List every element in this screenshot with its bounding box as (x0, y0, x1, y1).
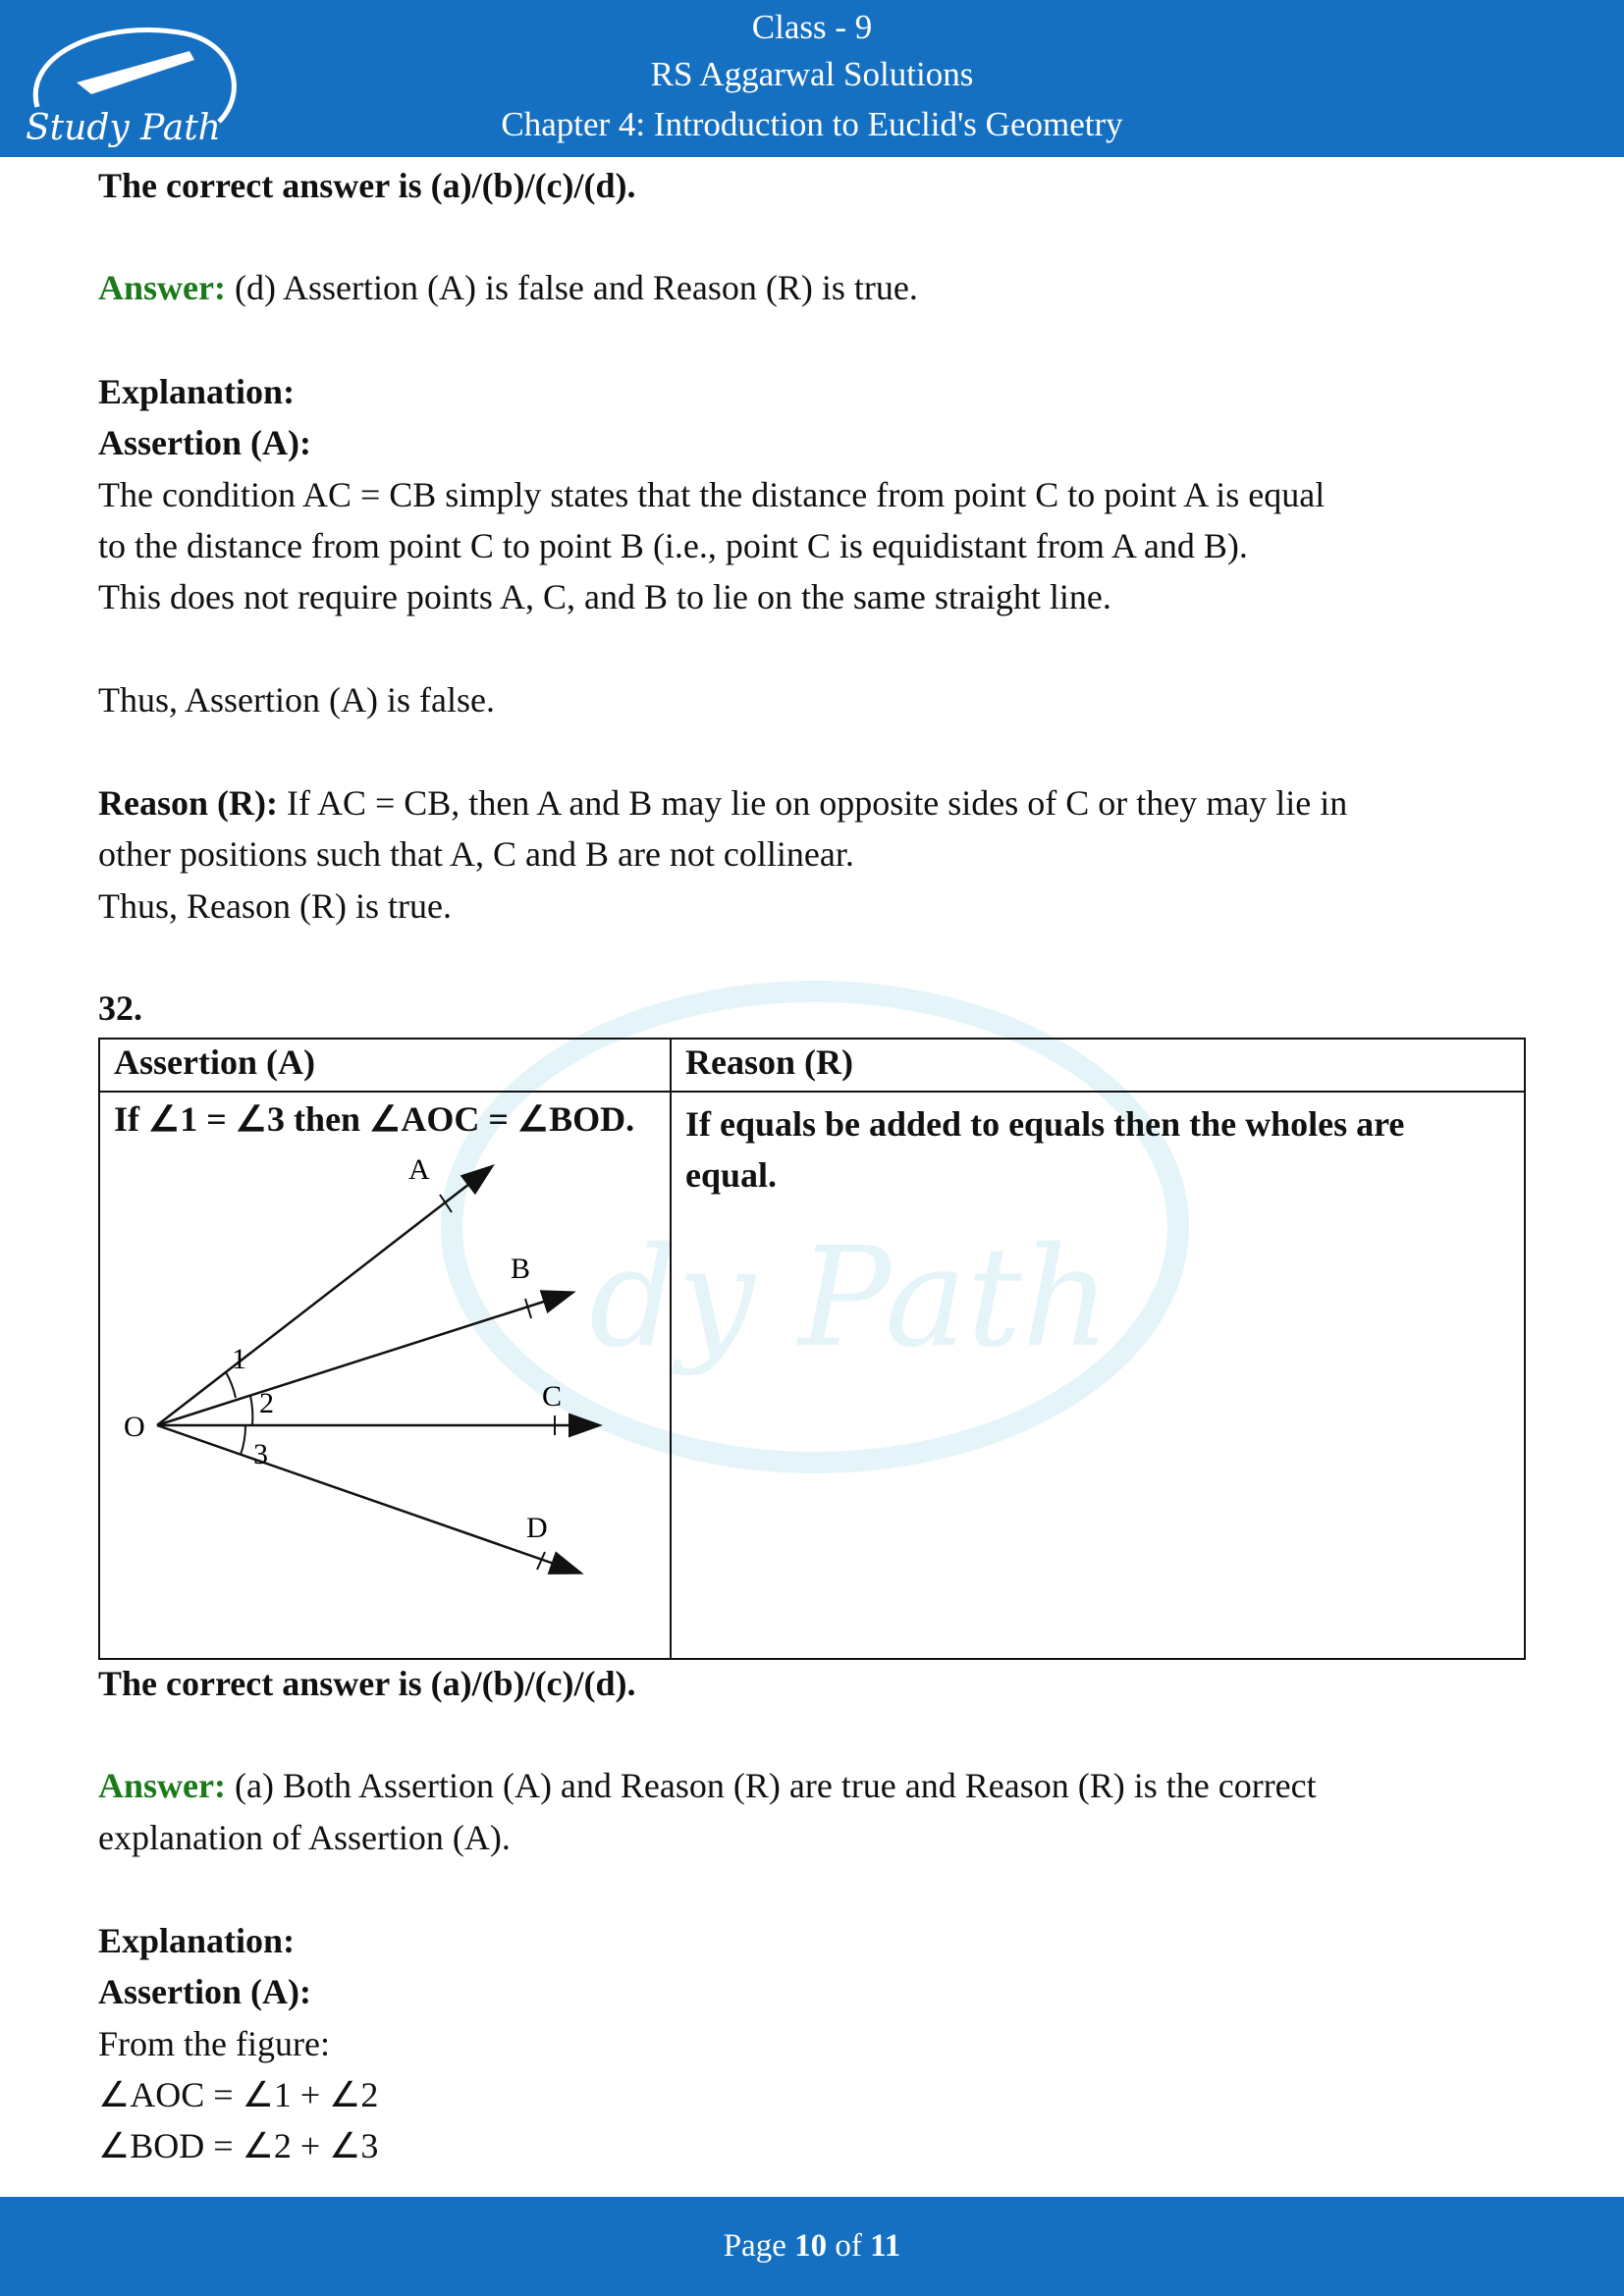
q32-answer-cont: explanation of Assertion (A). (98, 1818, 511, 1857)
label-o: O (124, 1411, 145, 1443)
explanation-heading: Explanation: (98, 1921, 296, 1960)
label-a: A (408, 1153, 430, 1186)
answer-text: (a) Both Assertion (A) and Reason (R) are true and Reason (R) is the correct (225, 1766, 1317, 1805)
tick-a (440, 1195, 452, 1212)
page-prefix: Page (723, 2228, 795, 2264)
arc-2 (250, 1396, 252, 1425)
explanation-line: From the figure: (98, 2024, 330, 2063)
assertion-statement: If ∠1 = ∠3 then ∠AOC = ∠BOD. (114, 1099, 635, 1139)
header-assertion: Assertion (A) (99, 1039, 671, 1092)
reason-conclusion: Thus, Reason (R) is true. (98, 886, 452, 926)
label-b: B (511, 1253, 531, 1285)
reason-text: If AC = CB, then A and B may lie on opposite sides of C or they may lie in (277, 783, 1348, 823)
reason-cell (671, 1092, 1525, 1659)
arc-3 (241, 1425, 245, 1455)
explanation-line: ∠AOC = ∠1 + ∠2 (98, 2075, 379, 2114)
ray-ob (157, 1293, 571, 1425)
assertion-line: to the distance from point C to point B (i.e., point C is equidistant from A and B). (98, 526, 1248, 565)
svg-text:dy Path: dy Path (589, 1218, 1111, 1378)
label-c: C (542, 1380, 563, 1413)
header-class: Class - 9 (751, 8, 873, 46)
header-chapter: Chapter 4: Introduction to Euclid's Geometry (501, 105, 1123, 143)
prev-correct-answer: The correct answer is (a)/(b)/(c)/(d). (98, 166, 636, 205)
arc-1 (226, 1372, 236, 1398)
answer-label: Answer: (98, 268, 226, 307)
page-number: 10 (794, 2228, 828, 2264)
answer-text: (d) Assertion (A) is false and Reason (R) is true. (225, 268, 918, 307)
assertion-heading: Assertion (A): (98, 423, 311, 462)
assertion-line: This does not require points A, C, and B to lie on the same straight line. (98, 577, 1111, 616)
page-total: 11 (870, 2228, 901, 2264)
assertion-reason-table (98, 1038, 1526, 1660)
ray-od (157, 1425, 579, 1573)
ray-oa (157, 1167, 491, 1425)
page-footer (0, 2197, 1624, 2296)
page-header (0, 0, 1624, 157)
reason-line (98, 782, 1347, 824)
assertion-conclusion: Thus, Assertion (A) is false. (98, 680, 495, 720)
header-reason: Reason (R) (671, 1039, 1525, 1092)
angle-figure (110, 1148, 645, 1599)
table-header-row (99, 1039, 1525, 1092)
answer-label: Answer: (98, 1766, 226, 1805)
label-d: D (526, 1512, 548, 1544)
prev-answer (98, 267, 918, 308)
q32-correct-answer: The correct answer is (a)/(b)/(c)/(d). (98, 1664, 636, 1703)
reason-line: other positions such that A, C and B are not collinear. (98, 834, 854, 874)
q32-answer (98, 1765, 1317, 1806)
assertion-heading: Assertion (A): (98, 1972, 311, 2011)
reason-label: Reason (R): (98, 783, 278, 823)
explanation-heading: Explanation: (98, 372, 296, 411)
label-angle-2: 2 (259, 1387, 274, 1419)
assertion-cell (99, 1092, 671, 1659)
logo-text: Study Path (26, 108, 221, 148)
assertion-line: The condition AC = CB simply states that the distance from point C to point A is equal (98, 475, 1326, 514)
reason-statement: If equals be added to equals then the wholes are equal. (685, 1104, 1405, 1195)
label-angle-1: 1 (232, 1343, 246, 1375)
header-book: RS Aggarwal Solutions (650, 55, 974, 93)
explanation-line: ∠BOD = ∠2 + ∠3 (98, 2126, 379, 2165)
label-angle-3: 3 (253, 1438, 268, 1470)
table-row (99, 1092, 1525, 1659)
page-of: of (827, 2228, 871, 2264)
question-number: 32. (98, 988, 142, 1028)
